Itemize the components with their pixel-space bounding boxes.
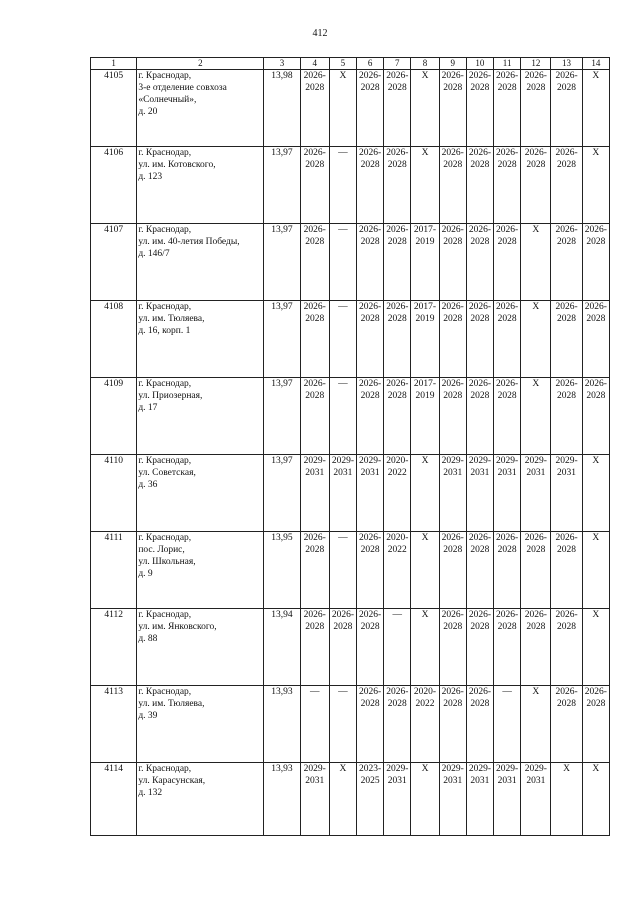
table-cell: 2026- 2028 (357, 532, 384, 609)
table-cell: 2026- 2028 (582, 224, 609, 301)
address-cell: г. Краснодар, ул. им. 40-летия Победы, д. 146/7 (137, 224, 264, 301)
table-cell: 2026- 2028 (494, 70, 521, 147)
table-cell: 2026- 2028 (384, 224, 411, 301)
table-cell: 2026- 2028 (494, 532, 521, 609)
column-header: 13 (551, 58, 582, 70)
table-cell: X (329, 763, 356, 836)
table-row (91, 609, 610, 686)
table-cell: — (494, 686, 521, 763)
table-cell: 2017- 2019 (411, 378, 439, 455)
table-cell: 2026- 2028 (466, 378, 493, 455)
row-number-cell: 4111 (91, 532, 137, 609)
address-cell: г. Краснодар, ул. Карасунская, д. 132 (137, 763, 264, 836)
row-number-cell: 4110 (91, 455, 137, 532)
table-cell: 2026- 2028 (521, 532, 551, 609)
table-cell: X (582, 147, 609, 224)
table-cell: 2020- 2022 (384, 532, 411, 609)
table-cell: 2026- 2028 (384, 147, 411, 224)
table-cell: 2026- 2028 (551, 378, 582, 455)
column-header: 3 (264, 58, 300, 70)
row-number-cell: 4112 (91, 609, 137, 686)
column-header: 6 (357, 58, 384, 70)
table-cell: 2026- 2028 (384, 378, 411, 455)
table-cell: 2029- 2031 (466, 455, 493, 532)
column-header: 9 (439, 58, 466, 70)
table-cell: 2026- 2028 (466, 147, 493, 224)
table-cell: X (521, 378, 551, 455)
table-cell: 2026- 2028 (439, 147, 466, 224)
row-number-cell: 4107 (91, 224, 137, 301)
table-cell: 2026- 2028 (439, 301, 466, 378)
table-cell: 2026- 2028 (494, 378, 521, 455)
table-cell: 2029- 2031 (384, 763, 411, 836)
table-cell: 2026- 2028 (466, 532, 493, 609)
table-row (91, 455, 610, 532)
table-cell: 13,97 (264, 147, 300, 224)
registry-table (90, 57, 610, 836)
table-cell: X (411, 455, 439, 532)
table-cell: 2026- 2028 (357, 301, 384, 378)
table-cell: X (411, 609, 439, 686)
table-cell: X (411, 70, 439, 147)
table-cell: 2017- 2019 (411, 301, 439, 378)
table-cell: 2026- 2028 (357, 378, 384, 455)
table-cell: 2026- 2028 (494, 224, 521, 301)
table-cell: — (329, 686, 356, 763)
table-cell: X (521, 686, 551, 763)
table-cell: 2026- 2028 (300, 532, 329, 609)
table-cell: — (329, 378, 356, 455)
table-cell: 13,97 (264, 455, 300, 532)
row-number-cell: 4105 (91, 70, 137, 147)
column-header: 1 (91, 58, 137, 70)
row-number-cell: 4108 (91, 301, 137, 378)
row-number-cell: 4113 (91, 686, 137, 763)
table-cell: X (582, 455, 609, 532)
table-cell: 2026- 2028 (300, 378, 329, 455)
table-row (91, 378, 610, 455)
table-cell: 2026- 2028 (357, 147, 384, 224)
table-cell: 2029- 2031 (494, 455, 521, 532)
table-row (91, 224, 610, 301)
column-header: 2 (137, 58, 264, 70)
table-cell: 2026- 2028 (300, 70, 329, 147)
table-cell: 2026- 2028 (384, 301, 411, 378)
table-cell: 13,94 (264, 609, 300, 686)
table-cell: 2026- 2028 (466, 301, 493, 378)
table-row (91, 70, 610, 147)
table-cell: 2026- 2028 (439, 224, 466, 301)
table-cell: 13,97 (264, 301, 300, 378)
table-cell: 2026- 2028 (466, 686, 493, 763)
table-cell: 2026- 2028 (439, 686, 466, 763)
table-cell: 2026- 2028 (357, 224, 384, 301)
table-cell: 2026- 2028 (551, 609, 582, 686)
table-cell: 2026- 2028 (439, 70, 466, 147)
table-cell: 2026- 2028 (357, 609, 384, 686)
table-cell: 2026- 2028 (494, 609, 521, 686)
column-header: 7 (384, 58, 411, 70)
table-cell: X (411, 147, 439, 224)
table-cell: X (329, 70, 356, 147)
table-cell: X (551, 763, 582, 836)
table-cell: — (300, 686, 329, 763)
table-cell: 2026- 2028 (439, 378, 466, 455)
table-cell: X (582, 532, 609, 609)
table-cell: X (582, 609, 609, 686)
column-header: 4 (300, 58, 329, 70)
table-cell: 2026- 2028 (357, 70, 384, 147)
table-cell: 2026- 2028 (551, 147, 582, 224)
address-cell: г. Краснодар, пос. Лорис, ул. Школьная, д. 9 (137, 532, 264, 609)
table-cell: — (329, 147, 356, 224)
table-cell: 2026- 2028 (521, 609, 551, 686)
table-cell: 13,95 (264, 532, 300, 609)
table-cell: X (521, 301, 551, 378)
column-header: 14 (582, 58, 609, 70)
column-header: 5 (329, 58, 356, 70)
table-cell: 2026- 2028 (357, 686, 384, 763)
table-cell: 2026- 2028 (466, 70, 493, 147)
table-cell: 2029- 2031 (357, 455, 384, 532)
table-cell: — (329, 224, 356, 301)
table-cell: 2026- 2028 (551, 301, 582, 378)
address-cell: г. Краснодар, ул. им. Тюляева, д. 16, корп. 1 (137, 301, 264, 378)
table-cell: 13,93 (264, 686, 300, 763)
table-cell: 2017- 2019 (411, 224, 439, 301)
table-cell: 2026- 2028 (551, 532, 582, 609)
address-cell: г. Краснодар, ул. Приозерная, д. 17 (137, 378, 264, 455)
table-cell: 2029- 2031 (300, 763, 329, 836)
table-cell: 2026- 2028 (551, 70, 582, 147)
table-cell: 2020- 2022 (411, 686, 439, 763)
column-header: 12 (521, 58, 551, 70)
table-cell: X (582, 70, 609, 147)
table-cell: 2023- 2025 (357, 763, 384, 836)
table-cell: 2026- 2028 (384, 70, 411, 147)
table-cell: X (521, 224, 551, 301)
table-cell: 2026- 2028 (582, 301, 609, 378)
table-cell: 2026- 2028 (439, 609, 466, 686)
table-cell: 2029- 2031 (521, 763, 551, 836)
table-cell: 2026- 2028 (521, 147, 551, 224)
table-cell: 2026- 2028 (494, 301, 521, 378)
row-number-cell: 4109 (91, 378, 137, 455)
table-cell: — (384, 609, 411, 686)
table-row (91, 301, 610, 378)
table-cell: 13,93 (264, 763, 300, 836)
table-cell: 2026- 2028 (466, 609, 493, 686)
table-cell: 2026- 2028 (439, 532, 466, 609)
table-cell: 2026- 2028 (300, 224, 329, 301)
table-cell: 2029- 2031 (329, 455, 356, 532)
header-row (91, 58, 610, 70)
table-cell: X (411, 532, 439, 609)
address-cell: г. Краснодар, ул. им. Тюляева, д. 39 (137, 686, 264, 763)
table-cell: 2029- 2031 (439, 763, 466, 836)
table-cell: 2026- 2028 (329, 609, 356, 686)
table-cell: — (329, 532, 356, 609)
table-cell: 2029- 2031 (494, 763, 521, 836)
table-cell: 13,97 (264, 224, 300, 301)
table-cell: 2026- 2028 (466, 224, 493, 301)
table-cell: 2026- 2028 (384, 686, 411, 763)
table-row (91, 763, 610, 836)
address-cell: г. Краснодар, ул. им. Янковского, д. 88 (137, 609, 264, 686)
table-cell: 2026- 2028 (582, 378, 609, 455)
address-cell: г. Краснодар, ул. Советская, д. 36 (137, 455, 264, 532)
row-number-cell: 4114 (91, 763, 137, 836)
table-cell: 2029- 2031 (551, 455, 582, 532)
table-cell: 2026- 2028 (300, 301, 329, 378)
table-cell: 2029- 2031 (300, 455, 329, 532)
page-number: 412 (312, 28, 328, 39)
table-cell: 2026- 2028 (300, 147, 329, 224)
table-cell: 2020- 2022 (384, 455, 411, 532)
table-cell: 2029- 2031 (466, 763, 493, 836)
column-header: 10 (466, 58, 493, 70)
table-cell: 2026- 2028 (551, 686, 582, 763)
table-cell: 2026- 2028 (521, 70, 551, 147)
address-cell: г. Краснодар, 3-е отделение совхоза «Солнечный», д. 20 (137, 70, 264, 147)
table-cell: 2029- 2031 (439, 455, 466, 532)
table-cell: 13,97 (264, 378, 300, 455)
column-header: 8 (411, 58, 439, 70)
table-row (91, 147, 610, 224)
address-cell: г. Краснодар, ул. им. Котовского, д. 123 (137, 147, 264, 224)
table-cell: X (582, 763, 609, 836)
table-cell: 13,98 (264, 70, 300, 147)
table-cell: 2029- 2031 (521, 455, 551, 532)
table-cell: 2026- 2028 (551, 224, 582, 301)
table-row (91, 686, 610, 763)
column-header: 11 (494, 58, 521, 70)
row-number-cell: 4106 (91, 147, 137, 224)
table-row (91, 532, 610, 609)
table-cell: X (411, 763, 439, 836)
table-cell: 2026- 2028 (494, 147, 521, 224)
table-cell: 2026- 2028 (582, 686, 609, 763)
table-body (91, 70, 610, 836)
table-cell: 2026- 2028 (300, 609, 329, 686)
table-cell: — (329, 301, 356, 378)
